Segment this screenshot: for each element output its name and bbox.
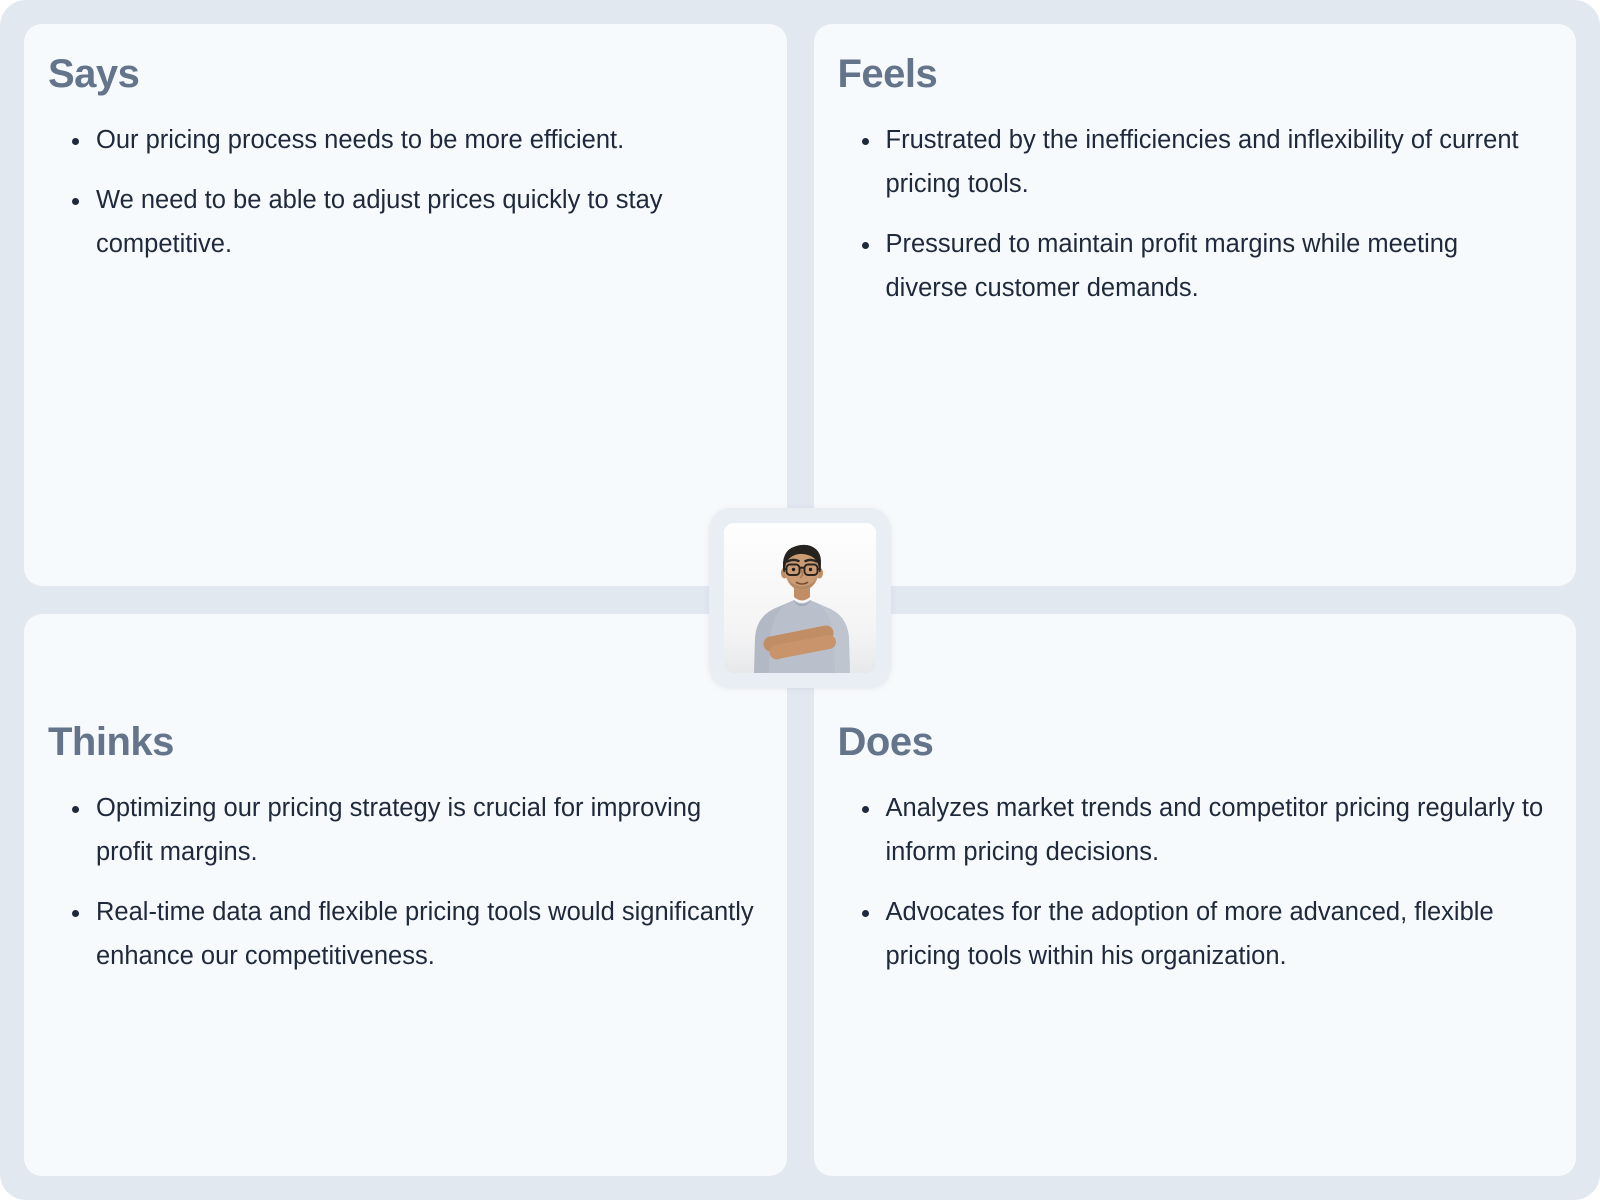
list-item: • Analyzes market trends and competitor pricing regularly to inform pricing decisions. [882,786,1547,874]
quadrant-title-thinks: Thinks [48,720,174,764]
quadrant-thinks [24,614,787,1176]
list-item: • Pressured to maintain profit margins while meeting diverse customer demands. [882,222,1547,310]
quadrant-list-thinks [48,786,757,978]
list-item: • Advocates for the adoption of more advanced, flexible pricing tools within his organization. [882,890,1547,978]
list-item: • Optimizing our pricing strategy is crucial for improving profit margins. [92,786,757,874]
list-item: • Real-time data and flexible pricing tools would significantly enhance our competitiveness. [92,890,757,978]
list-item: • We need to be able to adjust prices quickly to stay competitive. [92,178,757,266]
list-item: • Frustrated by the inefficiencies and inflexibility of current pricing tools. [882,118,1547,206]
man-arms-crossed-illustration [724,523,876,673]
quadrant-does [814,614,1577,1176]
quadrant-list-does [838,786,1547,978]
list-item: • Our pricing process needs to be more efficient. [92,118,757,162]
quadrant-title-feels: Feels [837,52,938,96]
persona-photo [724,523,876,673]
quadrant-list-says [48,118,757,266]
quadrant-says [24,24,787,586]
quadrant-title-does: Does [837,720,934,764]
quadrant-list-feels [838,118,1547,310]
persona-photo-frame [709,508,891,688]
quadrant-title-says: Says [48,52,140,96]
quadrant-feels [814,24,1577,586]
